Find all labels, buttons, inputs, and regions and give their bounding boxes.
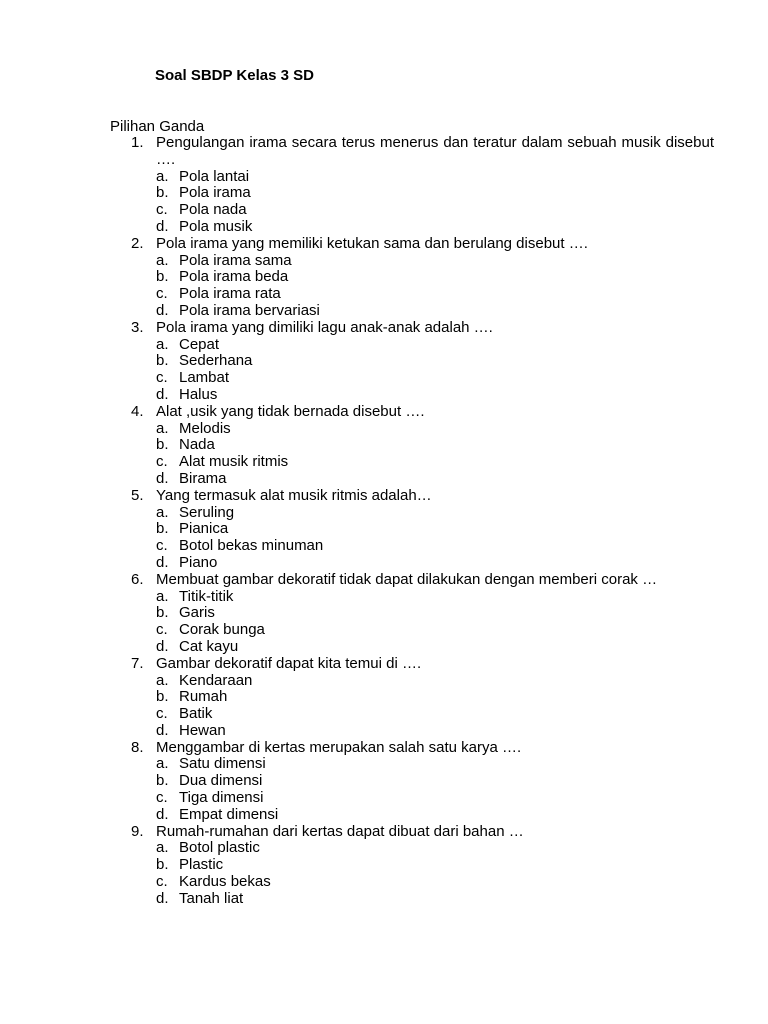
option-text: Pola irama sama: [179, 251, 292, 269]
question-item: [110, 740, 714, 824]
option-text: Cat kayu: [179, 637, 239, 655]
option-text: Kardus bekas: [179, 873, 271, 891]
question-number: 6.: [131, 570, 144, 588]
option-letter: c.: [156, 537, 168, 555]
option-text: Melodis: [179, 419, 231, 437]
option-list: [110, 756, 714, 823]
question-row: [110, 740, 714, 757]
question-item: [110, 320, 714, 404]
option-item: [110, 790, 714, 807]
option-letter: a.: [156, 755, 169, 773]
option-item: [110, 185, 714, 202]
option-letter: a.: [156, 671, 169, 689]
option-item: [110, 253, 714, 270]
question-text: Menggambar di kertas merupakan salah satu karya ….: [156, 738, 522, 756]
question-number: 9.: [131, 822, 144, 840]
question-text: Pengulangan irama secara terus menerus dan teratur dalam sebuah musik disebut ….: [156, 134, 714, 168]
option-text: Birama: [179, 469, 227, 487]
option-letter: c.: [156, 201, 168, 219]
option-item: [110, 639, 714, 656]
option-item: [110, 874, 714, 891]
question-number: 2.: [131, 234, 144, 252]
option-item: [110, 673, 714, 690]
option-item: [110, 589, 714, 606]
question-row: [110, 236, 714, 253]
option-letter: b.: [156, 856, 169, 874]
option-text: Pola irama: [179, 184, 251, 202]
question-number: 1.: [131, 134, 144, 151]
option-letter: a.: [156, 335, 169, 353]
option-text: Lambat: [179, 369, 230, 387]
question-text: Gambar dekoratif dapat kita temui di ….: [156, 654, 422, 672]
question-row: [110, 572, 714, 589]
option-letter: a.: [156, 839, 169, 857]
option-letter: b.: [156, 184, 169, 202]
question-item: [110, 572, 714, 656]
option-item: [110, 169, 714, 186]
question-number: 4.: [131, 402, 144, 420]
option-item: [110, 286, 714, 303]
option-letter: d.: [156, 469, 169, 487]
option-text: Pola irama beda: [179, 268, 289, 286]
question-item: [110, 135, 714, 236]
option-text: Plastic: [179, 856, 224, 874]
option-letter: c.: [156, 789, 168, 807]
question-item: [110, 656, 714, 740]
option-text: Garis: [179, 604, 215, 622]
option-item: [110, 202, 714, 219]
option-list: [110, 253, 714, 320]
option-text: Rumah: [179, 688, 228, 706]
option-text: Pola musik: [179, 217, 253, 235]
option-list: [110, 589, 714, 656]
option-item: [110, 303, 714, 320]
option-item: [110, 219, 714, 236]
option-item: [110, 605, 714, 622]
option-list: [110, 169, 714, 236]
option-item: [110, 269, 714, 286]
option-item: [110, 387, 714, 404]
option-text: Tanah liat: [179, 889, 244, 907]
question-number: 3.: [131, 318, 144, 336]
option-text: Botol bekas minuman: [179, 537, 324, 555]
option-text: Kendaraan: [179, 671, 253, 689]
question-text: Pola irama yang memiliki ketukan sama dan berulang disebut ….: [156, 234, 588, 252]
option-item: [110, 421, 714, 438]
option-item: [110, 773, 714, 790]
option-item: [110, 471, 714, 488]
question-number: 7.: [131, 654, 144, 672]
option-letter: c.: [156, 705, 168, 723]
question-text: Rumah-rumahan dari kertas dapat dibuat dari bahan …: [156, 822, 524, 840]
option-item: [110, 756, 714, 773]
question-row: [110, 404, 714, 421]
option-letter: d.: [156, 889, 169, 907]
option-list: [110, 421, 714, 488]
option-item: [110, 370, 714, 387]
option-letter: b.: [156, 688, 169, 706]
option-text: Pola irama bervariasi: [179, 301, 320, 319]
option-item: [110, 622, 714, 639]
option-letter: c.: [156, 285, 168, 303]
option-text: Batik: [179, 705, 213, 723]
option-letter: c.: [156, 873, 168, 891]
option-item: [110, 706, 714, 723]
option-item: [110, 538, 714, 555]
option-letter: c.: [156, 453, 168, 471]
option-letter: a.: [156, 419, 169, 437]
option-letter: a.: [156, 503, 169, 521]
option-list: [110, 337, 714, 404]
option-letter: d.: [156, 805, 169, 823]
option-text: Nada: [179, 436, 215, 454]
question-row: [110, 656, 714, 673]
question-text: Membuat gambar dekoratif tidak dapat dilakukan dengan memberi corak …: [156, 570, 658, 588]
option-letter: b.: [156, 436, 169, 454]
option-letter: d.: [156, 721, 169, 739]
option-text: Titik-titik: [179, 587, 234, 605]
option-list: [110, 840, 714, 907]
option-text: Pola nada: [179, 201, 247, 219]
option-text: Piano: [179, 553, 218, 571]
option-letter: d.: [156, 217, 169, 235]
option-letter: b.: [156, 520, 169, 538]
option-letter: d.: [156, 301, 169, 319]
question-item: [110, 236, 714, 320]
option-item: [110, 555, 714, 572]
question-text: Alat ,usik yang tidak bernada disebut ….: [156, 402, 425, 420]
option-item: [110, 807, 714, 824]
question-row: [110, 135, 714, 169]
option-text: Dua dimensi: [179, 772, 263, 790]
option-text: Pianica: [179, 520, 229, 538]
option-item: [110, 857, 714, 874]
question-row: [110, 320, 714, 337]
question-row: [110, 824, 714, 841]
question-text: Yang termasuk alat musik ritmis adalah…: [156, 486, 432, 504]
option-text: Satu dimensi: [179, 755, 266, 773]
option-text: Cepat: [179, 335, 220, 353]
option-letter: b.: [156, 352, 169, 370]
question-item: [110, 404, 714, 488]
option-item: [110, 454, 714, 471]
section-heading: Pilihan Ganda: [110, 118, 205, 135]
question-number: 8.: [131, 738, 144, 756]
option-item: [110, 689, 714, 706]
option-text: Corak bunga: [179, 621, 265, 639]
option-letter: c.: [156, 369, 168, 387]
option-item: [110, 437, 714, 454]
option-list: [110, 505, 714, 572]
question-item: [110, 488, 714, 572]
option-letter: b.: [156, 604, 169, 622]
option-text: Pola irama rata: [179, 285, 281, 303]
option-item: [110, 723, 714, 740]
option-text: Halus: [179, 385, 218, 403]
option-letter: d.: [156, 637, 169, 655]
option-item: [110, 521, 714, 538]
option-letter: b.: [156, 772, 169, 790]
option-text: Alat musik ritmis: [179, 453, 289, 471]
option-letter: d.: [156, 385, 169, 403]
question-text: Pola irama yang dimiliki lagu anak-anak adalah ….: [156, 318, 493, 336]
option-letter: a.: [156, 251, 169, 269]
option-item: [110, 840, 714, 857]
option-item: [110, 505, 714, 522]
option-text: Seruling: [179, 503, 235, 521]
option-text: Hewan: [179, 721, 226, 739]
option-item: [110, 891, 714, 908]
option-text: Empat dimensi: [179, 805, 279, 823]
option-text: Tiga dimensi: [179, 789, 264, 807]
option-letter: d.: [156, 553, 169, 571]
option-list: [110, 673, 714, 740]
question-item: [110, 824, 714, 908]
option-letter: a.: [156, 587, 169, 605]
option-text: Sederhana: [179, 352, 253, 370]
option-item: [110, 337, 714, 354]
question-row: [110, 488, 714, 505]
option-item: [110, 353, 714, 370]
question-number: 5.: [131, 486, 144, 504]
option-text: Pola lantai: [179, 167, 250, 185]
option-text: Botol plastic: [179, 839, 260, 857]
question-list: [110, 135, 714, 908]
option-letter: b.: [156, 268, 169, 286]
option-letter: a.: [156, 167, 169, 185]
option-letter: c.: [156, 621, 168, 639]
document-title: Soal SBDP Kelas 3 SD: [155, 67, 314, 84]
